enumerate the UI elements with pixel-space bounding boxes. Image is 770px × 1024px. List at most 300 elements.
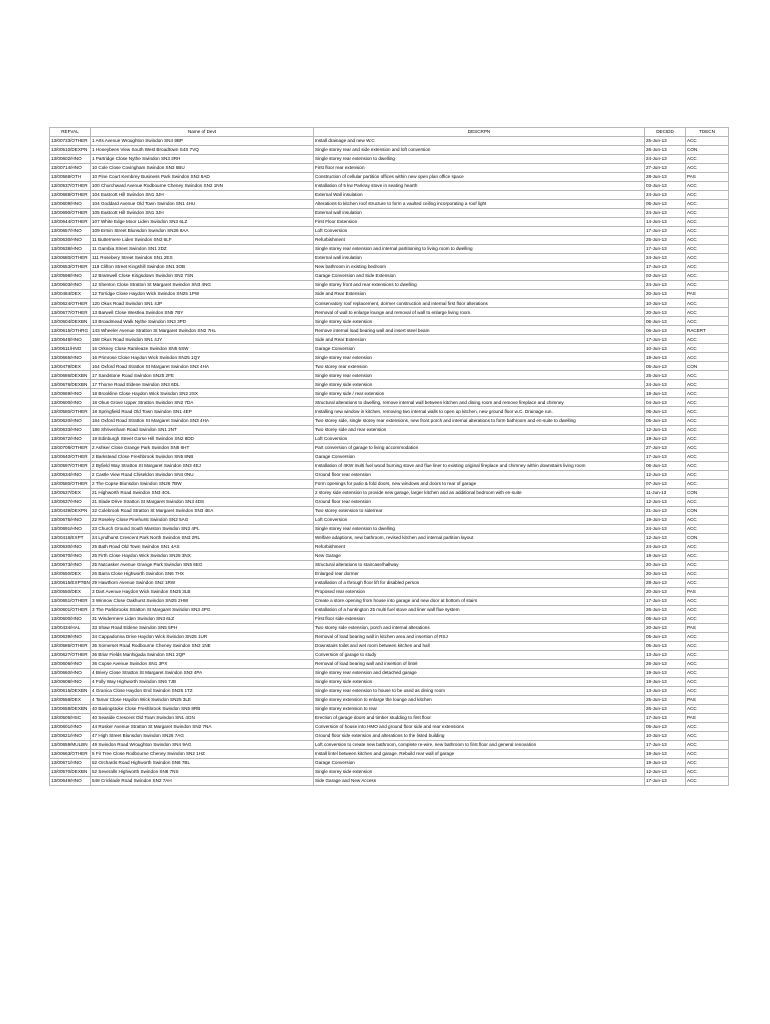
cell-decision-type: ACC	[686, 317, 729, 326]
cell-refval: 13/00658/DEXBN	[50, 705, 91, 714]
cell-decided: 12-Jun-13	[645, 425, 686, 434]
cell-refval: 13/00669/HNO	[50, 389, 91, 398]
cell-decision-type: ACC	[686, 777, 729, 786]
cell-description: Structural alterations to staircase/hallway	[314, 560, 645, 569]
cell-refval: 13/00714/HNO	[50, 164, 91, 173]
cell-refval: 13/00690/OTHER	[50, 209, 91, 218]
cell-name-of-devt: 52 Severalls Highworth Swindon SN6 7NS	[91, 768, 314, 777]
table-row	[50, 714, 729, 723]
cell-decided: 24-Jun-13	[645, 542, 686, 551]
cell-name-of-devt: 33 Shaw Road Eldene Swindon SN5 5PH	[91, 623, 314, 632]
cell-decided: 20-Jun-13	[645, 569, 686, 578]
cell-decided: 06-Jun-13	[645, 326, 686, 335]
cell-decision-type: ACC	[686, 254, 729, 263]
cell-decision-type: ACC	[686, 389, 729, 398]
cell-refval: 13/00505/HSC	[50, 714, 91, 723]
cell-description: Refurbishment	[314, 542, 645, 551]
cell-name-of-devt: 105 Eastcott Hill Swindon SN1 3JH	[91, 209, 314, 218]
cell-decided: 04-Jun-13	[645, 398, 686, 407]
header-refval: REFVAL	[50, 128, 91, 137]
cell-name-of-devt: 119 Clifton Street Kingshill Swindon SN1 3OB	[91, 263, 314, 272]
cell-name-of-devt: 11 Buttermere Liden Swindon SN3 6LF	[91, 236, 314, 245]
cell-decision-type: PAS	[686, 623, 729, 632]
cell-decision-type: ACC	[686, 272, 729, 281]
cell-refval: 13/00686/DEXBN	[50, 371, 91, 380]
cell-name-of-devt: 19 Edinburgh Street Gorse Hill Swindon SN2 8DD	[91, 434, 314, 443]
cell-description: External wall insulation	[314, 254, 645, 263]
cell-decided: 17-Jun-13	[645, 452, 686, 461]
cell-decision-type: ACC	[686, 281, 729, 290]
cell-description: Conversion of house into HMO and ground floor side and rear extensions	[314, 723, 645, 732]
cell-description: Garage Conversion	[314, 452, 645, 461]
cell-name-of-devt: 4 Tamar Close Haydon Wick Swindon SN25 3LE	[91, 695, 314, 704]
cell-name-of-devt: 47 High Street Blunsdon Swindon SN26 7AG	[91, 732, 314, 741]
cell-decided: 17-Jun-13	[645, 741, 686, 750]
cell-name-of-devt: 21 Highworth Road Swindon SN3 4OL	[91, 488, 314, 497]
table-row	[50, 191, 729, 200]
table-row	[50, 533, 729, 542]
cell-decision-type: CON	[686, 506, 729, 515]
table-row	[50, 777, 729, 786]
cell-refval: 13/00653/OTHER	[50, 263, 91, 272]
cell-name-of-devt: 40 Basingstoke Close Freshbrook Swindon SN5 8RB	[91, 705, 314, 714]
cell-decision-type: ACC	[686, 524, 729, 533]
cell-decided: 17-Jun-13	[645, 596, 686, 605]
cell-refval: 13/00670/HNO	[50, 551, 91, 560]
cell-description: Installation of 5 kw Parkray stove in seating hearth	[314, 182, 645, 191]
cell-decided: 17-Jun-13	[645, 245, 686, 254]
cell-description: Side Garage and New Access	[314, 777, 645, 786]
cell-decision-type: ACC	[686, 659, 729, 668]
cell-decided: 12-Jun-13	[645, 768, 686, 777]
cell-decision-type: ACC	[686, 263, 729, 272]
cell-name-of-devt: 18 Okus Grove Upper Stratton Swindon SN2 7DA	[91, 398, 314, 407]
cell-decision-type: ACC	[686, 677, 729, 686]
cell-description: Single storey side extension	[314, 317, 645, 326]
cell-description: New bathroom in existing bedroom	[314, 263, 645, 272]
cell-refval: 13/00676/DEXBN	[50, 380, 91, 389]
cell-refval: 13/00537/OTHER	[50, 182, 91, 191]
table-row	[50, 254, 729, 263]
cell-name-of-devt: 109 Ermin Street Blunsdon Swindon SN26 8AA	[91, 227, 314, 236]
cell-description: Single storey rear extension	[314, 353, 645, 362]
cell-name-of-devt: 13 Barwell Close Westlea Swindon SN5 7BY	[91, 308, 314, 317]
table-row	[50, 182, 729, 191]
cell-decision-type: ACC	[686, 398, 729, 407]
cell-name-of-devt: 3 Dart Avenue Haydon Wick Swindon SN25 3LB	[91, 587, 314, 596]
cell-refval: 13/00627/OTHER	[50, 650, 91, 659]
cell-decision-type: ACC	[686, 137, 729, 146]
cell-name-of-devt: 24 Lyndhurst Crescent Park North Swindon SN3 2RL	[91, 533, 314, 542]
cell-description: Loft Conversion	[314, 434, 645, 443]
table-row	[50, 137, 729, 146]
table-row	[50, 605, 729, 614]
cell-name-of-devt: 16 Primrose Close Haydon Wick Swindon SN25 1QY	[91, 353, 314, 362]
cell-name-of-devt: 10 Cole Close Covingham Swindon SN3 5BU	[91, 164, 314, 173]
cell-decision-type: ACC	[686, 353, 729, 362]
cell-refval: 13/00640/OTHER	[50, 452, 91, 461]
table-row	[50, 551, 729, 560]
cell-decided: 05-Jun-13	[645, 407, 686, 416]
table-row	[50, 209, 729, 218]
cell-name-of-devt: 29 Hawthorn Avenue Swindon SN2 1RW	[91, 578, 314, 587]
cell-description: Single storey rear extension to dwelling	[314, 524, 645, 533]
cell-decided: 17-Jun-13	[645, 777, 686, 786]
table-row	[50, 569, 729, 578]
table-row	[50, 741, 729, 750]
table-row	[50, 317, 729, 326]
table-row	[50, 443, 729, 452]
cell-description: Welfare adaptions, new bathroom, revised kitchen and internal partition layout	[314, 533, 645, 542]
cell-name-of-devt: 49 Swindon Road Wroughton Swindon SN4 9AG	[91, 741, 314, 750]
cell-decided: 05-Jun-13	[645, 416, 686, 425]
cell-description: Single storey side extension	[314, 768, 645, 777]
cell-decision-type: ACC	[686, 380, 729, 389]
cell-description: Single storey rear extension to dwelling	[314, 155, 645, 164]
cell-name-of-devt: 143 Wheeler Avenue Stratton St Margaret Swindon SN2 7HL	[91, 326, 314, 335]
cell-decided: 13-Jun-13	[645, 650, 686, 659]
cell-decided: 10-Jun-13	[645, 299, 686, 308]
cell-refval: 13/00634/HNO	[50, 470, 91, 479]
table-row	[50, 308, 729, 317]
cell-name-of-devt: 44 Rusker Avenue Stratton St Margaret Swindon SN2 7NA	[91, 723, 314, 732]
cell-name-of-devt: 548 Cricklade Road Swindon SN2 7AH	[91, 777, 314, 786]
cell-decided: 26-Jun-13	[645, 705, 686, 714]
cell-refval: 13/00673/HNO	[50, 560, 91, 569]
table-row	[50, 353, 729, 362]
cell-name-of-devt: 17 Thorne Road Eldene Swindon SN3 6DL	[91, 380, 314, 389]
cell-decision-type: ACC	[686, 569, 729, 578]
cell-refval: 13/00649/HNO	[50, 777, 91, 786]
cell-decided: 25-Jun-13	[645, 695, 686, 704]
table-row	[50, 542, 729, 551]
cell-decided: 26-Jun-13	[645, 659, 686, 668]
cell-refval: 13/00691/HNO	[50, 524, 91, 533]
cell-refval: 13/00601/OTHER	[50, 605, 91, 614]
cell-decision-type: PAS	[686, 587, 729, 596]
cell-description: Downstairs toilet and wet room between kitchen and hall	[314, 641, 645, 650]
cell-name-of-devt: 120 Okus Road Swindon SN1 4JP	[91, 299, 314, 308]
table-row	[50, 659, 729, 668]
cell-refval: 13/00675/HNO	[50, 515, 91, 524]
table-row	[50, 227, 729, 236]
cell-decision-type: ACC	[686, 641, 729, 650]
table-row	[50, 380, 729, 389]
cell-decision-type: ACC	[686, 191, 729, 200]
cell-refval: 13/00416/EXPT	[50, 533, 91, 542]
cell-refval: 13/00659/MULBN	[50, 741, 91, 750]
table-row	[50, 362, 729, 371]
table-row	[50, 146, 729, 155]
cell-name-of-devt: 26 Barra Close Highworth Swindon SN6 7HX	[91, 569, 314, 578]
table-row	[50, 515, 729, 524]
cell-description: Loft Conversion	[314, 515, 645, 524]
cell-decided: 24-Jun-13	[645, 524, 686, 533]
cell-name-of-devt: 16 Orkney Close Ramleaze Swindon SN5 5SW	[91, 344, 314, 353]
cell-decision-type: ACC	[686, 768, 729, 777]
cell-refval: 13/00602/HNO	[50, 155, 91, 164]
table-row	[50, 768, 729, 777]
cell-description: Single storey rear and side extension and loft conversion	[314, 146, 645, 155]
cell-decision-type: CON	[686, 488, 729, 497]
cell-description: Single storey rear extension and detached garage	[314, 668, 645, 677]
cell-refval: 13/00601/HNO	[50, 723, 91, 732]
table-row	[50, 506, 729, 515]
cell-decided: 17-Jun-13	[645, 335, 686, 344]
cell-decision-type: ACC	[686, 723, 729, 732]
cell-description: 2 storey side extension to provide new garage, larger kitchen and an additional bedroom with en-suite	[314, 488, 645, 497]
cell-description: Conservatory roof replacement, dormer construction and internal first floor alterations	[314, 299, 645, 308]
cell-refval: 13/00688/OTHER	[50, 191, 91, 200]
cell-decided: 26-Jun-13	[645, 605, 686, 614]
cell-description: Garage Conversion	[314, 344, 645, 353]
cell-decided: 26-Jun-13	[645, 146, 686, 155]
cell-description: Alterations to kitchen roof structure to form a vaulted ceiling incorporating a roof light	[314, 200, 645, 209]
cell-name-of-devt: 184 Oxford Road Stratton St Margaret Swindon SN3 4HA	[91, 416, 314, 425]
cell-refval: 13/00600/HNO	[50, 398, 91, 407]
cell-refval: 13/00597/OTHER	[50, 461, 91, 470]
cell-refval: 13/00479/DEX	[50, 362, 91, 371]
cell-name-of-devt: 13 Broadmead Walk Nythe Swindon SN3 3PD	[91, 317, 314, 326]
cell-refval: 13/00657/HNO	[50, 227, 91, 236]
cell-decided: 11-Jun-13	[645, 488, 686, 497]
table-row	[50, 479, 729, 488]
cell-name-of-devt: 2 Barkstead Close Freshbrook Swindon SN5 8NB	[91, 452, 314, 461]
cell-description: Single storey rear extension to house to be used as dining room	[314, 686, 645, 695]
cell-decision-type: ACC	[686, 515, 729, 524]
cell-name-of-devt: 18 Springfield Road Old Town Swindon SN1 4EP	[91, 407, 314, 416]
cell-name-of-devt: 36 Copse Avenue Swindon SN1 3PX	[91, 659, 314, 668]
table-row	[50, 425, 729, 434]
cell-refval: 13/00651/OTHER	[50, 596, 91, 605]
cell-description: Loft conversion to create new bathroom, complete re-wire, new bathroom to first floor and general renovation	[314, 741, 645, 750]
cell-decision-type: ACC	[686, 155, 729, 164]
cell-decision-type: CON	[686, 146, 729, 155]
cell-description: Removal of load bearing wall in kitchen area and insertion of RSJ	[314, 632, 645, 641]
cell-decided: 10-Jun-13	[645, 344, 686, 353]
cell-description: Two storey extension to side/rear	[314, 506, 645, 515]
cell-description: Removal of wall to enlarge lounge and removal of wall to enlarge living room.	[314, 308, 645, 317]
cell-refval: 13/00630/HNO	[50, 236, 91, 245]
cell-refval: 13/00550/DEX	[50, 569, 91, 578]
cell-decision-type: ACC	[686, 461, 729, 470]
cell-decision-type: ACC	[686, 416, 729, 425]
cell-description: Part conversion of garage to living accommodation	[314, 443, 645, 452]
cell-decided: 25-Jun-13	[645, 371, 686, 380]
table-row	[50, 173, 729, 182]
cell-description: Single storey side extension	[314, 677, 645, 686]
cell-decision-type: ACC	[686, 182, 729, 191]
cell-decided: 07-Jun-13	[645, 479, 686, 488]
cell-decision-type: CON	[686, 533, 729, 542]
cell-decided: 03-Jun-13	[645, 182, 686, 191]
cell-refval: 13/00603/HNO	[50, 281, 91, 290]
cell-description: Garage Conversion	[314, 759, 645, 768]
table-row	[50, 281, 729, 290]
cell-decided: 19-Jun-13	[645, 668, 686, 677]
cell-decided: 28-Jun-13	[645, 578, 686, 587]
table-row	[50, 632, 729, 641]
table-row	[50, 398, 729, 407]
cell-name-of-devt: 1 Partridge Close Nythe Swindon SN3 3RH	[91, 155, 314, 164]
header-description: DESCRPN	[314, 128, 645, 137]
cell-decided: 19-Jun-13	[645, 434, 686, 443]
cell-refval: 13/00558/DEX	[50, 695, 91, 704]
cell-description: Enlarged rear dormer	[314, 569, 645, 578]
cell-decision-type: ACC	[686, 705, 729, 714]
cell-refval: 13/00644/OTHER	[50, 218, 91, 227]
cell-decided: 05-Jun-13	[645, 362, 686, 371]
table-row	[50, 723, 729, 732]
cell-decision-type: ACC	[686, 443, 729, 452]
cell-refval: 13/00677/OTHER	[50, 308, 91, 317]
cell-decision-type: ACC	[686, 759, 729, 768]
cell-refval: 13/00660/HNO	[50, 668, 91, 677]
cell-decided: 24-Jun-13	[645, 191, 686, 200]
table-row	[50, 200, 729, 209]
cell-decision-type: ACC	[686, 497, 729, 506]
cell-refval: 13/00609/HNO	[50, 200, 91, 209]
cell-refval: 13/00598/HNO	[50, 272, 91, 281]
cell-description: Two storey side and rear extension	[314, 425, 645, 434]
cell-decision-type: ACC	[686, 560, 729, 569]
cell-decided: 19-Jun-13	[645, 353, 686, 362]
cell-refval: 13/00624/OTHER	[50, 299, 91, 308]
cell-name-of-devt: 3 The Parkbrooks Stratton St Margaret Swindon SN3 4PG	[91, 605, 314, 614]
table-row	[50, 416, 729, 425]
cell-refval: 13/00586/OTHER	[50, 641, 91, 650]
cell-name-of-devt: 100 Churchward Avenue Rodbourne Cheney Swindon SN2 1NN	[91, 182, 314, 191]
cell-decided: 19-Jun-13	[645, 515, 686, 524]
cell-decision-type: ACC	[686, 227, 729, 236]
cell-refval: 13/00606/HNO	[50, 659, 91, 668]
cell-refval: 13/00484/DEX	[50, 290, 91, 299]
cell-decision-type: ACC	[686, 335, 729, 344]
cell-name-of-devt: 22 Roseley Close Pinehurst Swindon SN2 5AG	[91, 515, 314, 524]
cell-description: Install lintel between kitchen and garage. Rebuild rear wall of garage	[314, 750, 645, 759]
cell-description: Structural alterations to dwelling, remove internal wall between kitchen and dining room and remove fireplace and chimney	[314, 398, 645, 407]
cell-decided: 24-Jun-13	[645, 254, 686, 263]
table-row	[50, 578, 729, 587]
cell-description: Loft Conversion	[314, 227, 645, 236]
cell-decided: 19-Jun-13	[645, 551, 686, 560]
cell-refval: 13/00615/OTHRG	[50, 326, 91, 335]
cell-description: External wall insulation	[314, 209, 645, 218]
cell-name-of-devt: 31 Windermere Liden Swindon SN3 6LZ	[91, 614, 314, 623]
cell-refval: 13/00708/OTHER	[50, 443, 91, 452]
cell-refval: 13/00637/HNO	[50, 497, 91, 506]
cell-refval: 13/00615/DEXBN	[50, 686, 91, 695]
cell-refval: 13/00604/DEXBN	[50, 317, 91, 326]
cell-refval: 13/00537/DEX	[50, 488, 91, 497]
cell-refval: 13/00580/OTHER	[50, 407, 91, 416]
cell-description: Two storey side extension, porch and internal alterations	[314, 623, 645, 632]
cell-description: First floor side extension	[314, 614, 645, 623]
cell-name-of-devt: 186 Shrivenham Road Swindon SN1 2NT	[91, 425, 314, 434]
cell-refval: 13/00630/HNO	[50, 542, 91, 551]
cell-refval: 13/00568/OTH	[50, 173, 91, 182]
table-row	[50, 434, 729, 443]
table-row	[50, 677, 729, 686]
cell-description: Single storey rear extension and internal partitioning to living room to dwelling	[314, 245, 645, 254]
cell-name-of-devt: 25 Bath Road Old Town Swindon SN1 4AS	[91, 542, 314, 551]
cell-description: Ground floor rear extension	[314, 470, 645, 479]
cell-refval: 13/00733/OTHER	[50, 137, 91, 146]
cell-name-of-devt: 1 Arts Avenue Wroughton Swindon SN4 9BP	[91, 137, 314, 146]
cell-decided: 05-Jun-13	[645, 632, 686, 641]
cell-decision-type: ACC	[686, 605, 729, 614]
cell-decided: 17-Jun-13	[645, 227, 686, 236]
table-row	[50, 614, 729, 623]
cell-decided: 25-Jun-13	[645, 137, 686, 146]
cell-decided: 24-Jun-13	[645, 380, 686, 389]
table-row	[50, 470, 729, 479]
cell-name-of-devt: 2 Castle View Road Chiseldon Swindon SN4 0NU	[91, 470, 314, 479]
cell-description: Two storey rear extension	[314, 362, 645, 371]
cell-decision-type: ACC	[686, 741, 729, 750]
cell-decision-type: ACC	[686, 686, 729, 695]
cell-name-of-devt: 104 Eastcott Hill Swindon SN1 3JH	[91, 191, 314, 200]
cell-decision-type: ACC	[686, 245, 729, 254]
cell-decided: 12-Jun-13	[645, 497, 686, 506]
cell-name-of-devt: 36 Briar Fields Manhigada Swindon SN1 2QP	[91, 650, 314, 659]
cell-decision-type: ACC	[686, 236, 729, 245]
table-row	[50, 524, 729, 533]
cell-decision-type: ACC	[686, 425, 729, 434]
table-row	[50, 488, 729, 497]
cell-decision-type: ACC	[686, 732, 729, 741]
cell-refval: 13/00665/HNO	[50, 353, 91, 362]
table-row	[50, 560, 729, 569]
cell-decided: 28-Jun-13	[645, 173, 686, 182]
cell-name-of-devt: 35 Somerset Road Rodbourne Cheney Swindon SN2 1NE	[91, 641, 314, 650]
cell-refval: 13/00639/HNO	[50, 632, 91, 641]
cell-name-of-devt: 3 Winnow Close Oakhurst Swindon SN25 2HW	[91, 596, 314, 605]
table-row	[50, 759, 729, 768]
cell-description: New Garage	[314, 551, 645, 560]
cell-name-of-devt: 1 Honeybees View South West Broadtown S4S 7VQ	[91, 146, 314, 155]
cell-decision-type: ACC	[686, 470, 729, 479]
cell-decided: 05-Jun-13	[645, 200, 686, 209]
table-row	[50, 587, 729, 596]
cell-refval: 13/00671/HNO	[50, 759, 91, 768]
header-row	[50, 128, 729, 137]
cell-description: Form openings for patio & fold doors, new windows and doors to rear of garage	[314, 479, 645, 488]
cell-name-of-devt: 4 Folly Way Highworth Swindon SN6 7JB	[91, 677, 314, 686]
cell-decision-type: PAS	[686, 290, 729, 299]
table-row	[50, 290, 729, 299]
cell-decided: 14-Jun-13	[645, 218, 686, 227]
cell-name-of-devt: 2 Ashker Close Grange Park Swindon SN5 6HT	[91, 443, 314, 452]
cell-decided: 20-Jun-13	[645, 560, 686, 569]
cell-decided: 12-Jun-13	[645, 533, 686, 542]
cell-name-of-devt: 22 Colebrook Road Stratton St Margaret Swindon SN3 4EA	[91, 506, 314, 515]
cell-description: Construction of cellular partition offices within new open plan office space	[314, 173, 645, 182]
cell-decided: 19-Jun-13	[645, 750, 686, 759]
table-row	[50, 335, 729, 344]
table-row	[50, 389, 729, 398]
cell-decision-type: PAS	[686, 695, 729, 704]
table-row	[50, 155, 729, 164]
cell-refval: 13/00648/HNO	[50, 335, 91, 344]
table-row	[50, 371, 729, 380]
cell-refval: 13/00608/HNO	[50, 677, 91, 686]
cell-name-of-devt: 52 Orchards Road Highworth Swindon SN6 7BL	[91, 759, 314, 768]
cell-decided: 05-Jun-13	[645, 641, 686, 650]
cell-decision-type: ACC	[686, 479, 729, 488]
cell-refval: 13/00615/EXPTBN	[50, 578, 91, 587]
table-row	[50, 695, 729, 704]
